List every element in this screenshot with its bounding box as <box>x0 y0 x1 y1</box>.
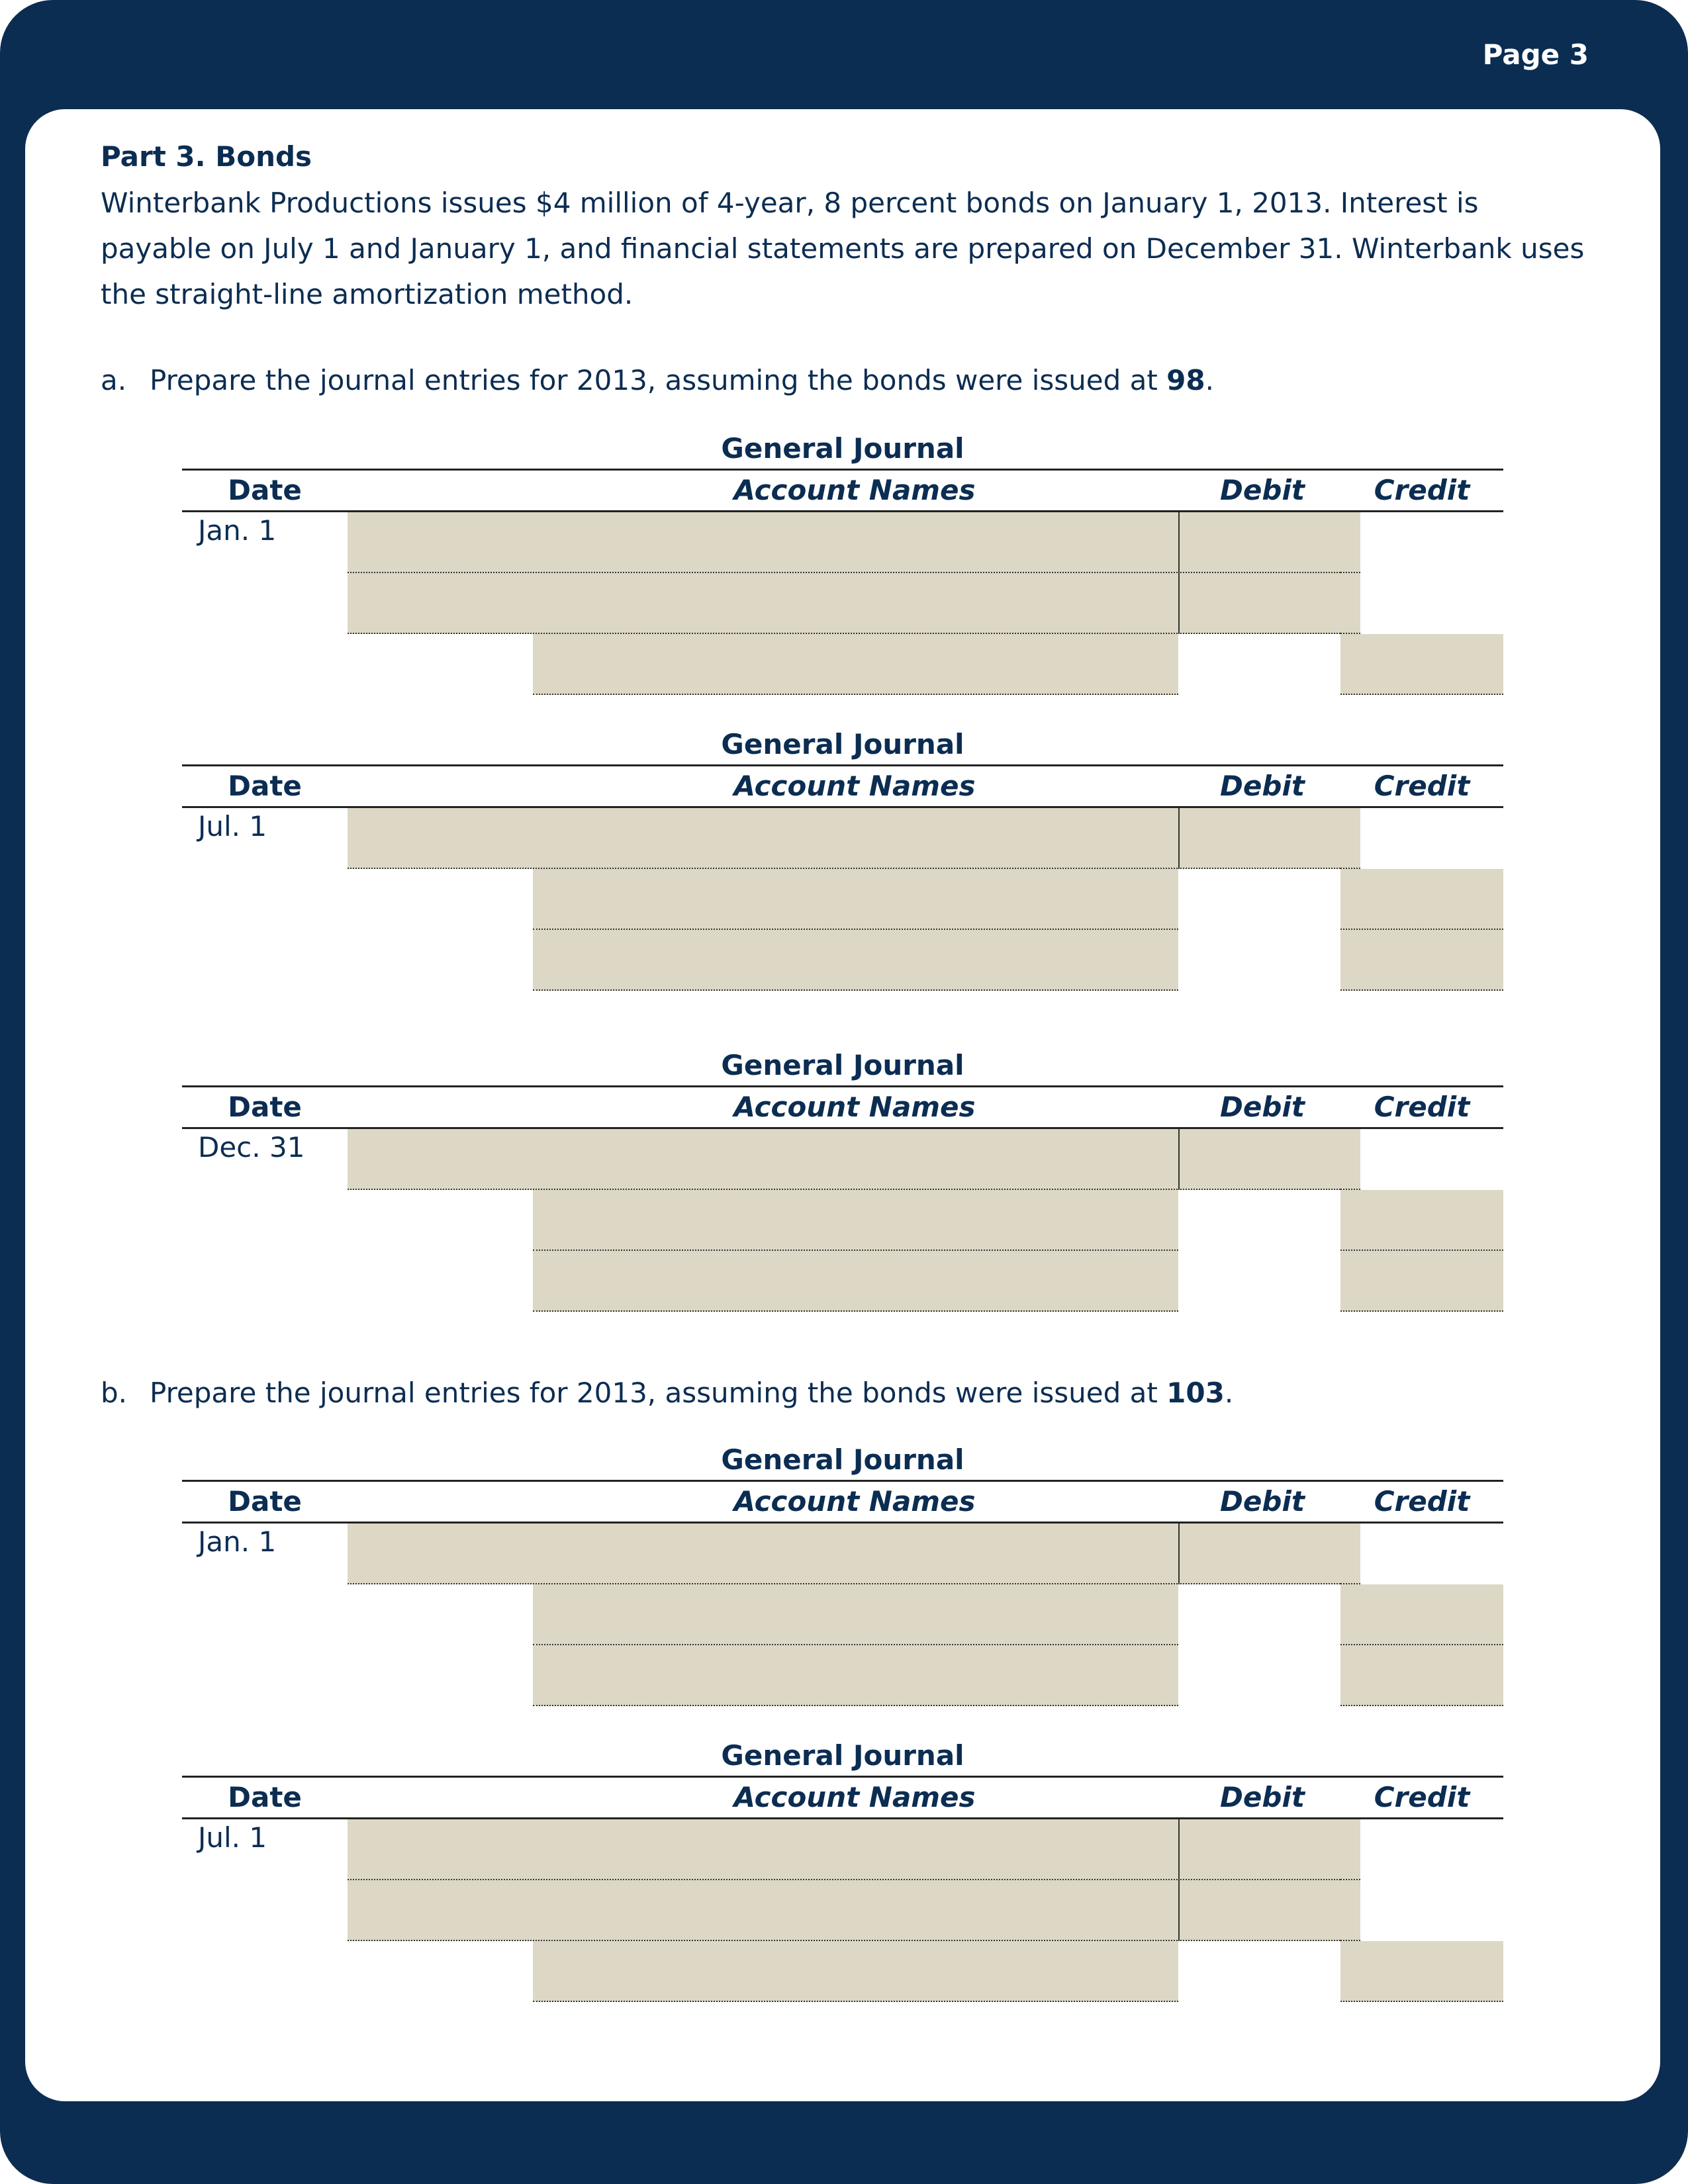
account-name-input[interactable] <box>533 1251 1178 1312</box>
journal-title: General Journal <box>721 728 964 760</box>
account-name-input[interactable] <box>533 634 1178 695</box>
entry-date: Jan. 1 <box>198 1525 277 1558</box>
journal-title: General Journal <box>721 1443 964 1476</box>
credit-amount-input[interactable] <box>1340 930 1503 991</box>
journal-header-row <box>182 1085 1503 1129</box>
credit-header: Credit <box>1374 1485 1470 1518</box>
date-header: Date <box>228 1781 302 1813</box>
problem-intro: Winterbank Productions issues $4 million of 4-year, 8 percent bonds on January 1, 2013. Interest is payable on July 1 and January 1, and financial statements are prepared on December 31. Winterbank uses the straight-line amortization method. <box>101 187 1585 310</box>
date-header: Date <box>228 474 302 506</box>
credit-amount-input[interactable] <box>1340 1941 1503 2002</box>
debit-amount-input[interactable] <box>1178 512 1340 573</box>
account-name-input[interactable] <box>533 1645 1178 1706</box>
entry-date: Jan. 1 <box>198 514 277 547</box>
account-names-header: Account Names <box>733 1781 976 1813</box>
debit-amount-input[interactable] <box>1178 1524 1340 1584</box>
question-text: Prepare the journal entries for 2013, assuming the bonds were issued at <box>150 1377 1167 1409</box>
account-name-input[interactable] <box>533 930 1178 991</box>
account-names-header: Account Names <box>733 474 976 506</box>
credit-header: Credit <box>1374 474 1470 506</box>
question-letter: b. <box>101 1377 128 1409</box>
part-title: Part 3. Bonds <box>101 140 312 173</box>
credit-amount-input[interactable] <box>1340 1251 1503 1312</box>
page-number: Page 3 <box>1482 38 1589 71</box>
issue-price: 98 <box>1166 364 1205 396</box>
credit-amount-input[interactable] <box>1340 1645 1503 1706</box>
account-name-input[interactable] <box>533 1584 1178 1645</box>
credit-header: Credit <box>1374 1781 1470 1813</box>
entry-date: Jul. 1 <box>198 810 267 842</box>
account-names-header: Account Names <box>733 1485 976 1518</box>
debit-header: Debit <box>1220 770 1305 802</box>
credit-header: Credit <box>1374 1091 1470 1123</box>
question-a: a. Prepare the journal entries for 2013, assuming the bonds were issued at 98. <box>101 364 1214 396</box>
issue-price: 103 <box>1166 1377 1225 1409</box>
debit-header: Debit <box>1220 474 1305 506</box>
question-letter: a. <box>101 364 127 396</box>
debit-header: Debit <box>1220 1781 1305 1813</box>
credit-amount-input[interactable] <box>1340 634 1503 695</box>
journal-title: General Journal <box>721 1739 964 1772</box>
journal-header-row <box>182 1480 1503 1524</box>
credit-header: Credit <box>1374 770 1470 802</box>
question-text: Prepare the journal entries for 2013, assuming the bonds were issued at <box>150 364 1167 396</box>
account-names-header: Account Names <box>733 770 976 802</box>
question-b: b. Prepare the journal entries for 2013, assuming the bonds were issued at 103. <box>101 1377 1234 1409</box>
journal-header-row <box>182 1776 1503 1819</box>
debit-amount-input[interactable] <box>1178 1819 1340 1880</box>
debit-amount-input[interactable] <box>1178 1129 1340 1190</box>
entry-date: Dec. 31 <box>198 1131 305 1163</box>
debit-header: Debit <box>1220 1091 1305 1123</box>
debit-header: Debit <box>1220 1485 1305 1518</box>
credit-amount-input[interactable] <box>1340 869 1503 930</box>
credit-amount-input[interactable] <box>1340 1584 1503 1645</box>
credit-amount-input[interactable] <box>1340 1190 1503 1251</box>
date-header: Date <box>228 1485 302 1518</box>
journal-header-row <box>182 469 1503 512</box>
debit-amount-input[interactable] <box>1178 808 1340 869</box>
date-header: Date <box>228 1091 302 1123</box>
account-names-header: Account Names <box>733 1091 976 1123</box>
journal-title: General Journal <box>721 1049 964 1081</box>
entry-date: Jul. 1 <box>198 1821 267 1854</box>
account-name-input[interactable] <box>533 1941 1178 2002</box>
account-name-input[interactable] <box>533 869 1178 930</box>
debit-amount-input[interactable] <box>1178 1880 1340 1941</box>
journal-header-row <box>182 764 1503 808</box>
journal-title: General Journal <box>721 432 964 465</box>
debit-amount-input[interactable] <box>1178 573 1340 634</box>
account-name-input[interactable] <box>533 1190 1178 1251</box>
date-header: Date <box>228 770 302 802</box>
